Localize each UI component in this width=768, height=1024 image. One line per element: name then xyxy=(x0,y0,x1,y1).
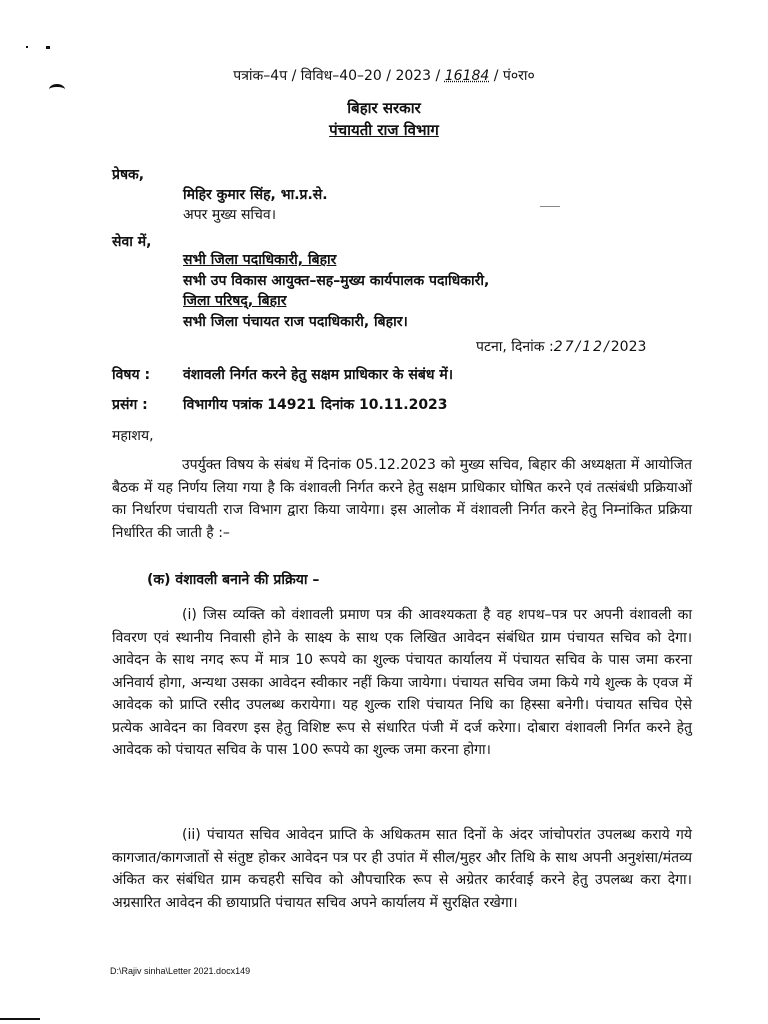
date-prefix: पटना, दिनांक : xyxy=(476,339,554,355)
scan-mark xyxy=(49,84,65,95)
subject-text: वंशावली निर्गत करने हेतु सक्षम प्राधिकार के संबंध में। xyxy=(183,367,454,383)
date-handwritten: 27/12/ xyxy=(553,339,611,355)
recipient-line: सभी उप विकास आयुक्त–सह–मुख्य कार्यपालक पदाधिकारी, xyxy=(183,273,490,289)
intro-paragraph xyxy=(112,454,692,544)
recipient-line: सभी जिला पदाधिकारी, बिहार xyxy=(183,252,337,268)
point-1-paragraph xyxy=(112,604,692,762)
scan-speck xyxy=(540,206,560,207)
sender-label: प्रेषक, xyxy=(112,167,145,183)
subject-label: विषय : xyxy=(112,367,151,383)
footer-file-path: D:\Rajiv sinha\Letter 2021.docx149 xyxy=(110,966,251,976)
letter-number-handwritten: 16184 xyxy=(444,68,490,84)
sender-name: मिहिर कुमार सिंह, भा.प्र.से. xyxy=(183,187,328,203)
letter-number xyxy=(0,66,768,85)
department-heading: पंचायती राज विभाग xyxy=(329,121,439,139)
reference-label: प्रसंग : xyxy=(112,397,148,413)
intro-text: उपर्युक्त विषय के संबंध में दिनांक 05.12.2023 को मुख्य सचिव, बिहार की अध्यक्षता में आयोजित बैठक में यह निर्णय लिया गया है कि वंशावली निर्गत करने हेतु सक्षम प्राधिकार घोषित करने एवं तत्संबंधी प्रक्रियाओं का निर्धारण पंचायती राज विभाग द्वारा किया जायेगा। इस आलोक में वंशावली निर्गत करने हेतु निम्नांकित प्रक्रिया निर्धारित की जाती है :– xyxy=(112,457,692,541)
section-heading: (क) वंशावली बनाने की प्रक्रिया – xyxy=(147,572,320,588)
date-year: 2023 xyxy=(610,339,647,355)
recipients-label: सेवा में, xyxy=(112,234,152,250)
government-heading: बिहार सरकार xyxy=(347,99,421,117)
scan-speck xyxy=(0,1018,40,1020)
point-1-text: (i) जिस व्यक्ति को वंशावली प्रमाण पत्र की आवश्यकता है वह शपथ–पत्र पर अपनी वंशावली का विवरण एवं स्थानीय निवासी होने के साक्ष्य के साथ एक लिखित आवेदन संबंधित ग्राम पंचायत सचिव को देगा। आवेदन के साथ नगद रूप में मात्र 10 रूपये का शुल्क पंचायत कार्यालय में पंचायत सचिव के पास जमा करना अनिवार्य होगा, अन्यथा उसका आवेदन स्वीकार नहीं किया जायेगा। पंचायत सचिव जमा किये गये शुल्क के एवज में आवेदक को प्राप्ति रसीद उपलब्ध करायेगा। यह शुल्क राशि पंचायत निधि का हिस्सा बनेगी। पंचायत सचिव ऐसे प्रत्येक आवेदन का विवरण इस हेतु विशिष्ट रूप से संधारित पंजी में दर्ज करेगा। दोबारा वंशावली निर्गत करने हेतु आवेदक को पंचायत सचिव के पास 100 रूपये का शुल्क जमा करना होगा। xyxy=(112,607,692,758)
letter-number-prefix: पत्रांक–4प / विविध–40–20 / 2023 / xyxy=(233,68,445,84)
recipient-line: सभी जिला पंचायत राज पदाधिकारी, बिहार। xyxy=(183,314,408,330)
salutation: महाशय, xyxy=(112,428,154,444)
recipient-line: जिला परिषद्, बिहार xyxy=(183,293,287,309)
letter-number-suffix: / पं०रा० xyxy=(489,68,535,84)
scan-speck xyxy=(46,46,50,49)
point-2-paragraph xyxy=(112,824,692,914)
sender-designation: अपर मुख्य सचिव। xyxy=(183,207,277,223)
point-2-text: (ii) पंचायत सचिव आवेदन प्राप्ति के अधिकतम सात दिनों के अंदर जांचोपरांत उपलब्ध कराये गये कागजात/कागजातों से संतुष्ट होकर आवेदन पत्र पर ही उपांत में सील/मुहर और तिथि के साथ अपनी अनुशंसा/मंतव्य अंकित कर संबंधित ग्राम कचहरी सचिव को औपचारिक रूप से अग्रेतर कार्रवाई करने हेतु उपलब्ध करा देगा। अग्रसारित आवेदन की छायाप्रति पंचायत सचिव अपने कार्यालय में सुरक्षित रखेगा। xyxy=(112,827,692,911)
date-line xyxy=(476,337,646,356)
scan-speck xyxy=(26,46,28,48)
reference-text: विभागीय पत्रांक 14921 दिनांक 10.11.2023 xyxy=(183,397,448,413)
